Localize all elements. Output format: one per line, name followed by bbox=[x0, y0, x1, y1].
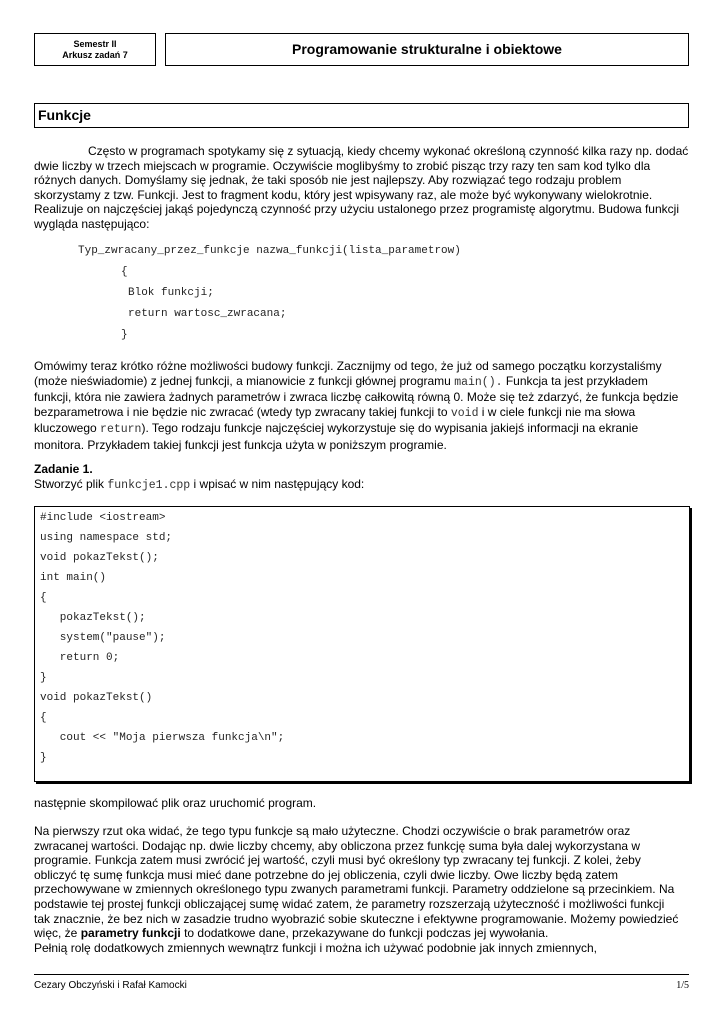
document-title: Programowanie strukturalne i obiektowe bbox=[165, 33, 689, 66]
intro-line: Często w programach spotykamy się z sytuacją, kiedy chcemy wykonać określoną czynność kilka razy np. dodać bbox=[88, 144, 689, 158]
para-line: Omówimy teraz krótko różne możliwości budowy funkcji. Zacznijmy od tego, że już od samego początku korzystaliśmy bbox=[34, 359, 662, 373]
para-line: podstawie tej prostej funkcji obliczającej sumę widać zatem, że parametry rozszerzają użyteczność i możliwości funkcji bbox=[34, 896, 665, 911]
syntax-close-brace: } bbox=[121, 329, 128, 341]
code-line: { bbox=[40, 712, 47, 724]
para-line bbox=[34, 405, 689, 422]
syntax-return: return wartosc_zwracana; bbox=[128, 308, 287, 320]
syntax-signature: Typ_zwracany_przez_funkcje nazwa_funkcji(lista_parametrow) bbox=[78, 245, 461, 257]
syntax-open-brace: { bbox=[121, 266, 128, 278]
para-line: Pełnią rolę dodatkowych zmiennych wewnątrz funkcji i można ich używać podobnie jak innych zmiennych, bbox=[34, 940, 597, 955]
code-line: int main() bbox=[40, 572, 107, 584]
after-code-text bbox=[34, 796, 689, 811]
para-line: obliczyć tę sumę funkcja musi mieć dane potrzebne do jej obliczenia, czyli dwie liczby. Owe liczby będą zatem bbox=[34, 867, 619, 882]
intro-line: Realizuje on najczęściej jakąś pojedynczą czynność przy użyciu ustalonego przez programistę algorytmu. Budowa funkcji bbox=[34, 202, 679, 217]
code-line: void pokazTekst(); bbox=[40, 552, 159, 564]
para-line bbox=[34, 421, 689, 438]
para-line: przechowywane w zmiennych określonego typu zwanych parametrami funkcji. Parametry oddzielone są przecinkiem. Na bbox=[34, 882, 675, 897]
inline-code-void: void bbox=[450, 406, 479, 420]
code-listing bbox=[34, 506, 690, 782]
semester-label: Semestr II bbox=[73, 39, 117, 49]
para-text: ). Tego rodzaju funkcje najczęściej wykorzystuje się do wypisania jakiejś informacji na ekranie bbox=[141, 421, 639, 436]
code-line: cout << "Moja pierwsza funkcja\n"; bbox=[40, 732, 285, 744]
intro-line: skorzystamy z tzw. Funkcji. Jest to fragment kodu, który jest wpisywany raz, ale może być wykonywany wielokrotnie. bbox=[34, 187, 653, 202]
para-text: i w ciele funkcji nie ma słowa bbox=[478, 404, 636, 419]
bold-term: parametry funkcji bbox=[80, 926, 181, 941]
para-line: tak znacznie, że bez nich w zasadzie trudno wyobrazić sobie skuteczne i efektywne programowanie. Możemy powiedzieć bbox=[34, 911, 679, 926]
para-line bbox=[34, 926, 689, 941]
sheet-label: Arkusz zadań 7 bbox=[62, 50, 128, 60]
para-text: (może nieświadomie) z jednej funkcji, a mianowicie z funkcji głównej programu bbox=[34, 373, 455, 388]
inline-code-return: return bbox=[100, 423, 142, 437]
para-line: Na pierwszy rzut oka widać, że tego typu funkcje są mało użyteczne. Chodzi oczywiście o brak parametrów oraz bbox=[34, 824, 631, 838]
para-text: to dodatkowe dane, przekazywane do funkcji podczas jej wywołania. bbox=[180, 926, 549, 941]
paragraph-functions bbox=[34, 359, 689, 453]
intro-line: dwie liczby w trzech miejscach w programie. Oczywiście moglibyśmy to zrobić pisząc trzy razy ten sam kod tylko dla bbox=[34, 158, 651, 173]
code-line: void pokazTekst() bbox=[40, 692, 153, 704]
code-line: system("pause"); bbox=[40, 632, 166, 644]
footer-authors: Cezary Obczyński i Rafał Kamocki bbox=[34, 980, 187, 991]
para-line: programie. Funkcja zatem musi zwrócić jej wartość, czyli musi być określony typ zwracany tej funkcji. Z kolei, żeby bbox=[34, 853, 641, 868]
syntax-body: Blok funkcji; bbox=[128, 287, 214, 299]
semester-box bbox=[34, 33, 156, 66]
intro-line: różnych danych. Domyślamy się jednak, że taki sposób nie jest najlepszy. Aby rozwiązać tego rodzaju problem bbox=[34, 173, 622, 188]
after-code-line: następnie skompilować plik oraz uruchomić program. bbox=[34, 796, 317, 810]
code-line: #include <iostream> bbox=[40, 512, 166, 524]
code-line: } bbox=[40, 672, 47, 684]
para-line: funkcji, która nie zawiera żadnych parametrów i zwraca liczbę całkowitą równą 0. Może się też zdarzyć, że funkcja będzie bbox=[34, 390, 679, 405]
task-text: i wpisać w nim następujący kod: bbox=[190, 476, 365, 491]
para-text: kluczowego bbox=[34, 421, 101, 436]
code-line: using namespace std; bbox=[40, 532, 173, 544]
task-text: Stworzyć plik bbox=[34, 476, 108, 491]
paragraph-parameters bbox=[34, 824, 689, 955]
code-line: return 0; bbox=[40, 652, 120, 664]
code-line: { bbox=[40, 592, 47, 604]
intro-line: wygląda następująco: bbox=[34, 216, 150, 231]
page-footer bbox=[34, 974, 689, 991]
para-text: bezparametrowa i nie będzie nic zwracać (wtedy typ zwracany takiej funkcji to bbox=[34, 404, 451, 419]
code-line: pokazTekst(); bbox=[40, 612, 146, 624]
para-line: zwracanej wartości. Dodając np. dwie liczby chcemy, aby obliczona przez funkcję suma była dalej wykorzystana w bbox=[34, 838, 641, 853]
para-text: Funkcja ta jest przykładem bbox=[502, 373, 648, 388]
task-title: Zadanie 1. bbox=[34, 462, 93, 476]
para-line: monitora. Przykładem takiej funkcji jest funkcja użyta w poniższym programie. bbox=[34, 437, 447, 452]
code-line: } bbox=[40, 752, 47, 764]
task-filename: funkcje1.cpp bbox=[107, 478, 191, 492]
para-line bbox=[34, 374, 689, 391]
para-text: więc, że bbox=[34, 926, 81, 941]
page-number: 1/5 bbox=[676, 980, 689, 991]
intro-paragraph bbox=[34, 144, 689, 232]
task-block bbox=[34, 462, 689, 493]
task-instruction bbox=[34, 477, 689, 494]
section-title: Funkcje bbox=[34, 103, 689, 128]
inline-code-main: main(). bbox=[454, 375, 503, 389]
